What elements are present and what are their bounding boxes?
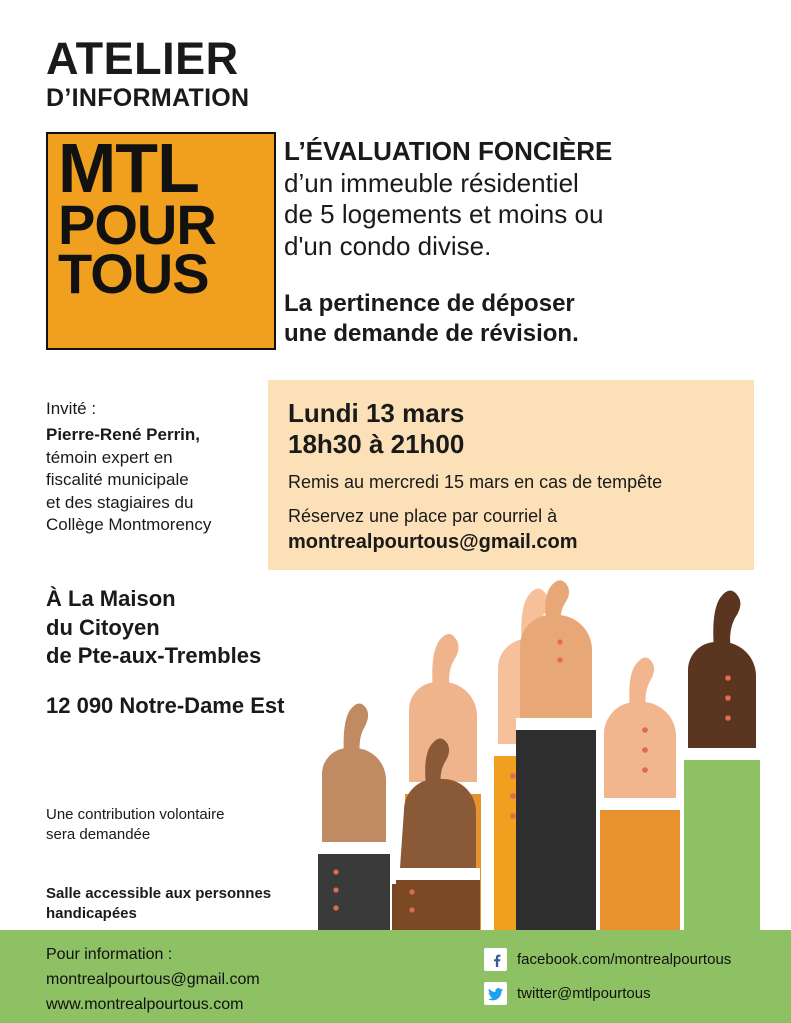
title-dinformation: D’INFORMATION [46,83,250,112]
facebook-link-text: facebook.com/montrealpourtous [517,951,732,968]
social-link-twitter[interactable] [484,982,731,1005]
venue-address: 12 090 Notre-Dame Est [46,692,285,718]
headline-second-1: La pertinence de déposer [284,289,575,317]
headline-secondary [284,289,754,349]
logo-line-mtl: MTL [58,129,199,207]
accessibility-line-1: Salle accessible aux personnes [46,884,272,902]
contribution-line-1: Une contribution volontaire [46,806,225,823]
hand-1 [318,703,390,935]
poster-header [46,33,306,112]
twitter-link-text: twitter@mtlpourtous [517,985,651,1002]
accessibility-note [46,884,316,925]
footer-social-links [484,948,731,1016]
headline-second-2: une demande de révision. [284,319,579,347]
venue-line-2: du Citoyen [46,614,160,640]
event-date: Lundi 13 mars [288,398,465,428]
twitter-icon [484,982,507,1005]
headline-sub-1: d’un immeuble résidentiel [284,167,579,198]
contribution-line-2: sera demandée [46,826,151,844]
headline-main [284,136,754,263]
guest-block [46,398,261,537]
headline-sub-3: d'un condo divise. [284,231,492,262]
reserve-email[interactable]: montrealpourtous@gmail.com [288,530,578,553]
guest-desc-2: fiscalité municipale [46,470,189,490]
footer-info-label: Pour information : [46,946,173,963]
headline-sub-2: de 5 logements et moins ou [284,199,604,230]
thumbs-up-hands-illustration [300,580,770,935]
guest-desc-3: et des stagiaires du [46,492,194,512]
headline-block [284,136,754,349]
hand-7 [600,657,680,935]
hand-6 [516,580,596,935]
event-time: 18h30 à 21h00 [288,428,465,459]
footer-email[interactable]: montrealpourtous@gmail.com [46,970,260,988]
headline-title: L’ÉVALUATION FONCIÈRE [284,136,613,166]
guest-desc-1: témoin expert en [46,447,173,467]
venue-line-1: À La Maison [46,586,176,611]
guest-label: Invité : [46,399,97,418]
logo-line-tous: TOUS [58,241,209,305]
guest-name: Pierre-René Perrin, [46,425,201,445]
postpone-note: Remis au mercredi 15 mars en cas de tempête [288,472,663,493]
mtl-pour-tous-logo [46,129,276,350]
footer-website[interactable]: www.montrealpourtous.com [46,995,244,1013]
guest-desc-4: Collège Montmorency [46,515,212,535]
logo-line-pour: POUR [58,192,216,256]
hand-8 [684,590,760,935]
accessibility-line-2: handicapées [46,904,137,922]
footer-contact [46,943,260,1017]
venue-line-3: de Pte-aux-Trembles [46,643,262,669]
poster-footer [0,930,791,1023]
date-time-panel [268,380,754,570]
contribution-note [46,805,316,846]
reserve-note: Réservez une place par courriel à [288,505,558,526]
facebook-icon [484,948,507,971]
title-atelier: ATELIER [46,33,239,84]
social-link-facebook[interactable] [484,948,731,971]
notes-block [46,805,316,924]
